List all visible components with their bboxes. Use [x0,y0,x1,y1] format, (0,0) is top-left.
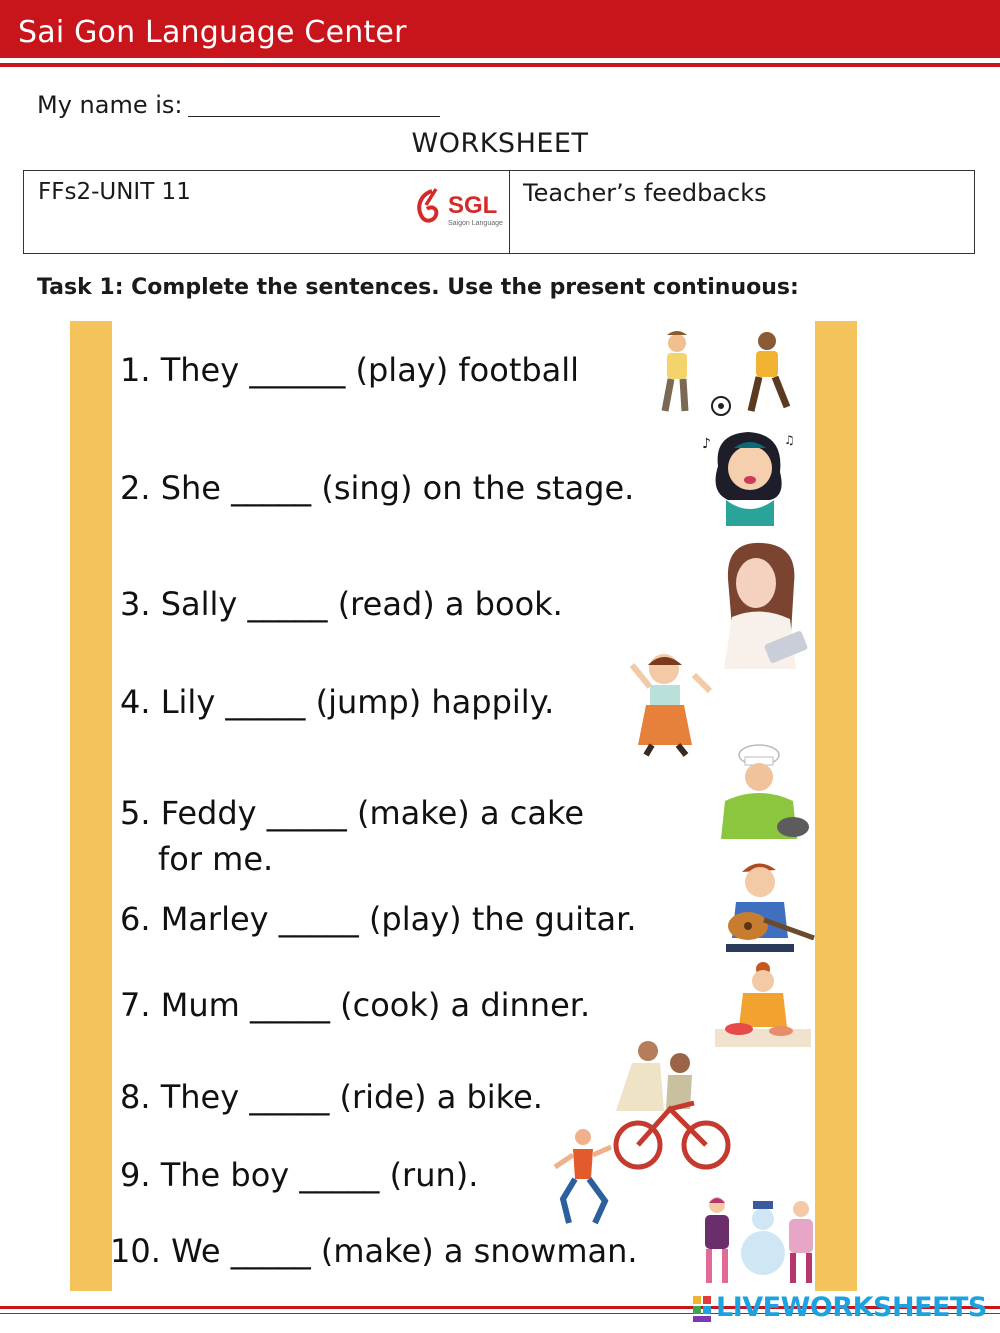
sentence-6[interactable]: 6. Marley _____ (play) the guitar. [120,900,637,938]
name-blank[interactable] [188,116,440,117]
task1-heading: Task 1: Complete the sentences. Use the present continuous: [37,275,799,300]
girl-singing-illustration [700,426,800,526]
liveworksheets-brand[interactable]: LIVEWORKSHEETS [716,1292,987,1323]
sentence-10[interactable]: 10. We _____ (make) a snowman. [110,1232,638,1270]
center-name: Sai Gon Language Center [18,15,407,50]
kids-snowman-illustration [695,1189,825,1289]
feedback-label: Teacher’s feedbacks [523,179,767,207]
logo-subtitle: Saigon Language [448,220,503,227]
svg-text:♪: ♪ [702,436,711,452]
panel-border-right [815,321,857,1291]
liveworksheets-badge-icon [693,1296,711,1322]
sentence-1[interactable]: 1. They ______ (play) football [120,351,580,389]
table-divider [509,171,510,253]
sentence-9[interactable]: 9. The boy _____ (run). [120,1156,479,1194]
boys-playing-football-illustration [655,327,805,419]
boy-running-illustration [545,1127,620,1233]
sentence-2[interactable]: 2. She _____ (sing) on the stage. [120,469,635,507]
woman-reading-illustration [710,539,815,669]
header-bar [0,0,1000,58]
worksheet-title: WORKSHEET [411,128,589,159]
svg-text:♫: ♫ [784,433,795,447]
sentence-5-continued: for me. [158,840,274,878]
chef-baking-illustration [715,741,815,846]
girl-jumping-illustration [628,649,718,759]
panel-border-left [70,321,112,1291]
sentence-8[interactable]: 8. They _____ (ride) a bike. [120,1078,543,1116]
sentence-4[interactable]: 4. Lily _____ (jump) happily. [120,683,555,721]
unit-code: FFs2-UNIT 11 [38,179,191,205]
sgl-logo [414,185,508,231]
task1-panel [70,321,857,1291]
boy-guitar-illustration [722,856,817,956]
name-label: My name is: [37,91,183,119]
sentence-5[interactable]: 5. Feddy _____ (make) a cake [120,794,585,832]
kids-riding-bike-illustration [610,1031,735,1181]
sentence-7[interactable]: 7. Mum _____ (cook) a dinner. [120,986,591,1024]
sentence-3[interactable]: 3. Sally _____ (read) a book. [120,585,563,623]
header-divider [0,63,1000,67]
logo-text: SGL [448,192,498,219]
info-table [23,170,975,254]
